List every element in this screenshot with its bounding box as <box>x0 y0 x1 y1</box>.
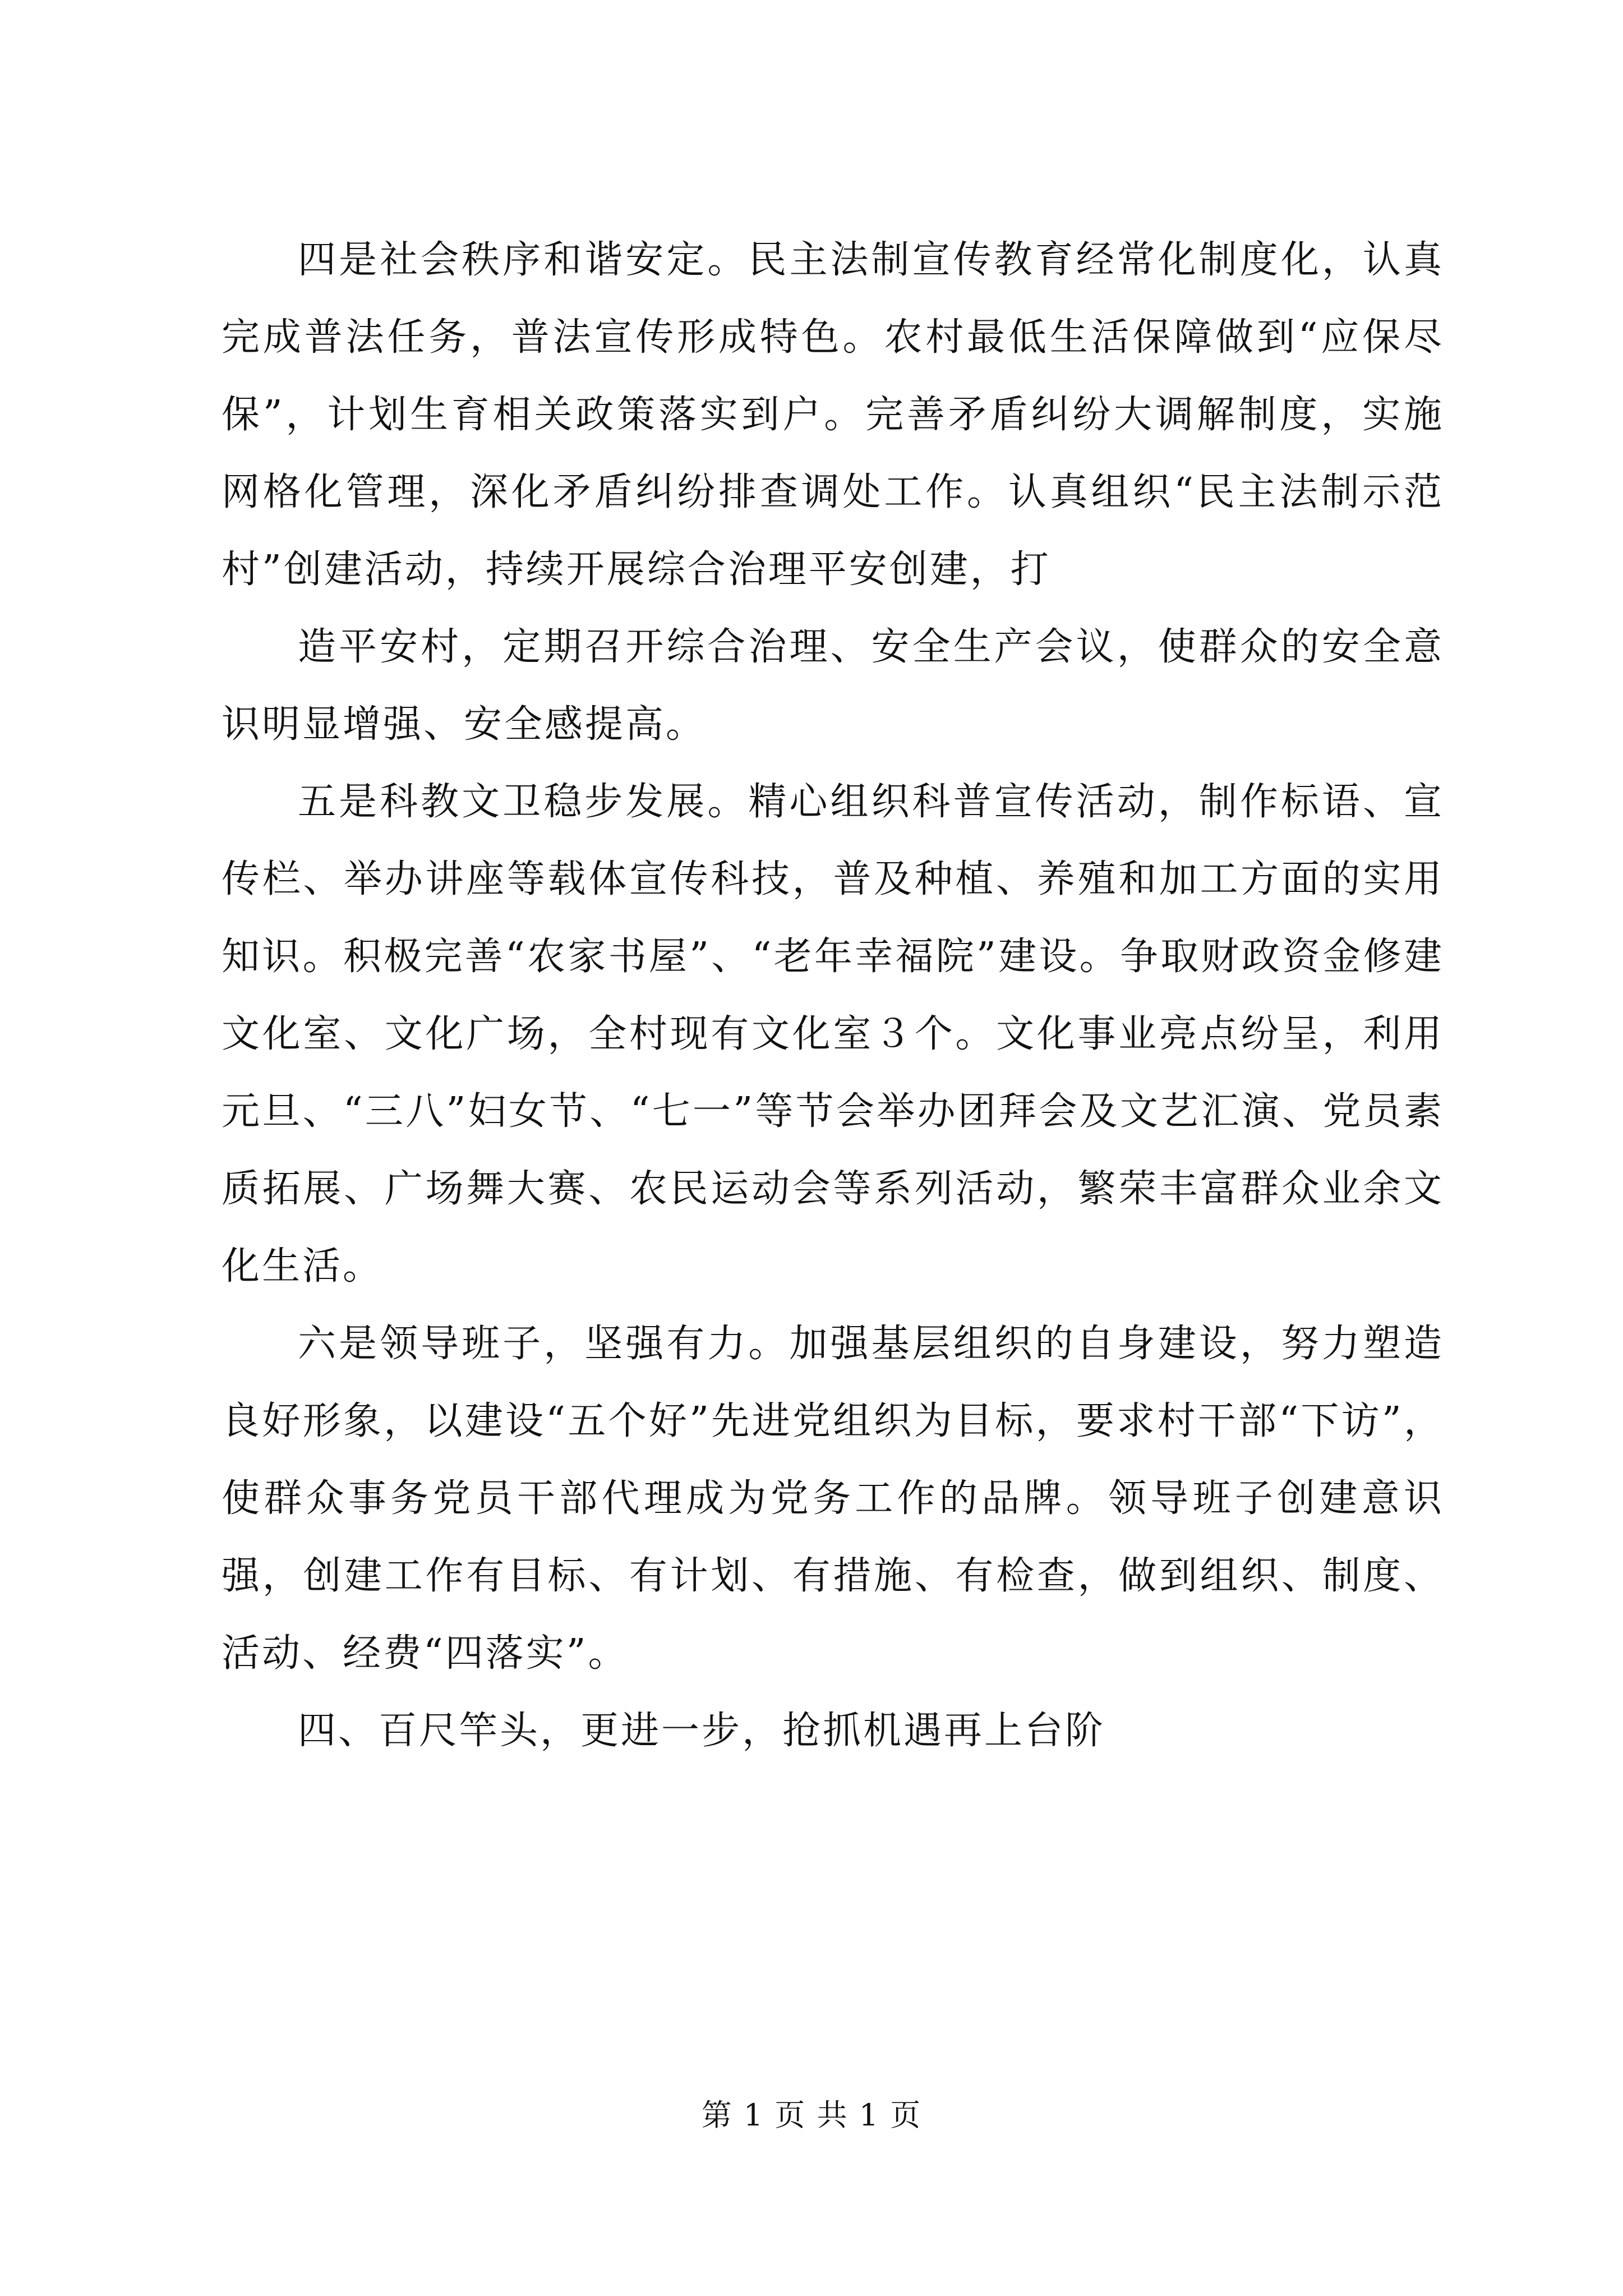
document-body <box>222 222 1444 1770</box>
paragraph-safe-village: 造平安村，定期召开综合治理、安全生产会议，使群众的安全意识明显增强、安全感提高。 <box>222 625 1444 747</box>
page-footer: 第 1 页 共 1 页 <box>701 2097 922 2133</box>
paragraph-science-education-culture: 五是科教文卫稳步发展。精心组织科普宣传活动，制作标语、宣传栏、举办讲座等载体宣传科技，普及种植、养殖和加工方面的实用知识。积极完善“农家书屋”、“老年幸福院”建设。争取财政资金修建文化室、文化广场，全村现有文化室３个。文化事业亮点纷呈，利用元旦、“三八”妇女节、“七一”等节会举办团拜会及文艺汇演、党员素质拓展、广场舞大赛、农民运动会等系列活动，繁荣丰富群众业余文化生活。 <box>222 780 1444 1289</box>
section-heading: 四、百尺竿头，更进一步，抢抓机遇再上台阶 <box>298 1709 1106 1753</box>
paragraph-social-order: 四是社会秩序和谐安定。民主法制宣传教育经常化制度化，认真完成普法任务，普法宣传形成特色。农村最低生活保障做到“应保尽保”，计划生育相关政策落实到户。完善矛盾纠纷大调解制度，实施网格化管理，深化矛盾纠纷排查调处工作。认真组织“民主法制示范村”创建活动，持续开展综合治理平安创建，打 <box>222 238 1444 592</box>
paragraph-leadership: 六是领导班子，坚强有力。加强基层组织的自身建设，努力塑造良好形象，以建设“五个好”先进党组织为目标，要求村干部“下访”，使群众事务党员干部代理成为党务工作的品牌。领导班子创建意识强，创建工作有目标、有计划、有措施、有检查，做到组织、制度、活动、经费“四落实”。 <box>222 1322 1444 1676</box>
